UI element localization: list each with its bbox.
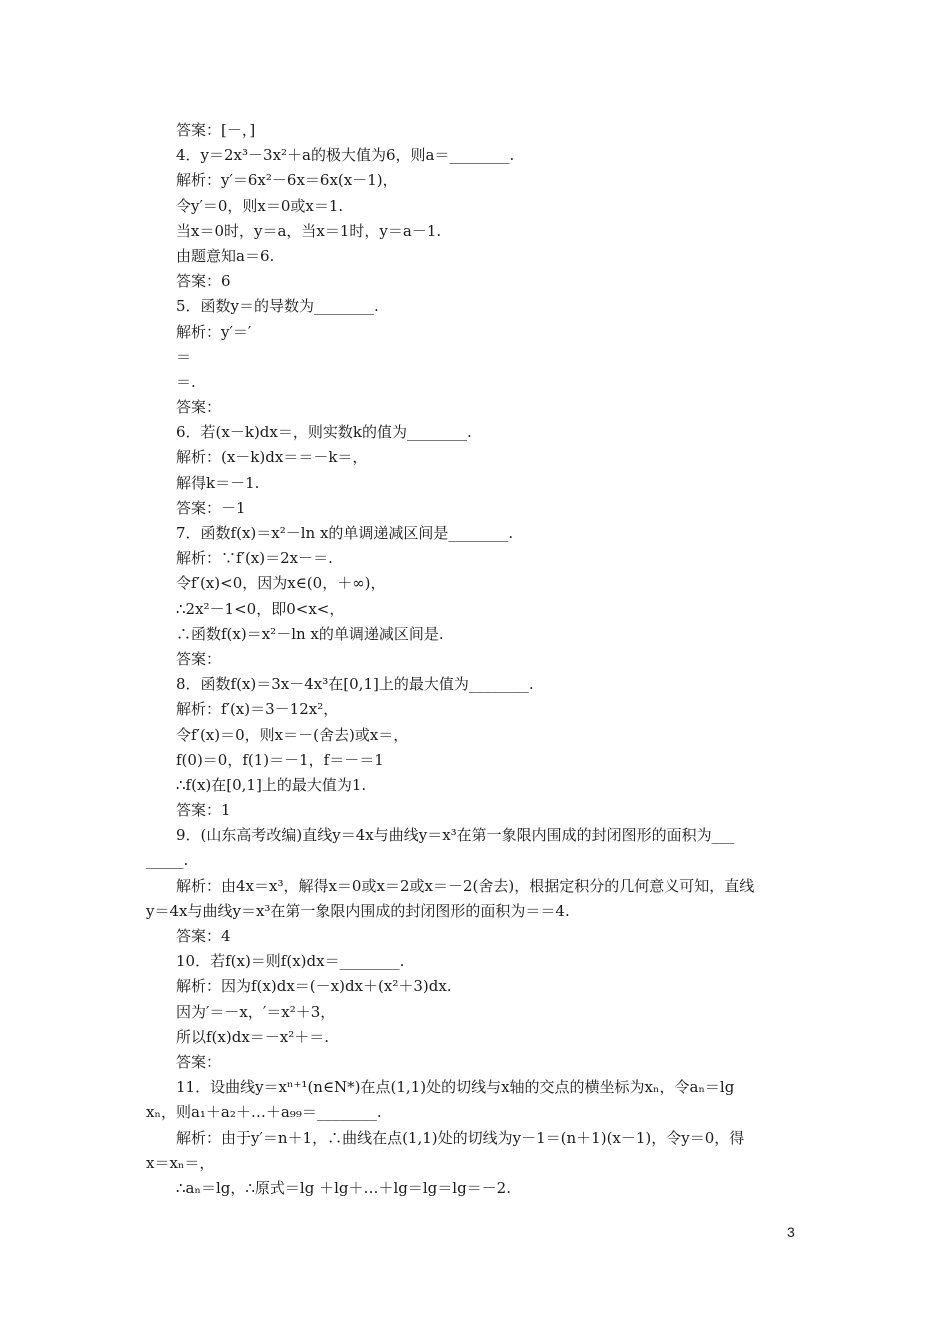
answer-line: 答案：6 (176, 272, 231, 291)
text-line: ＝. (176, 372, 196, 391)
answer-line: 答案： (176, 398, 222, 417)
text-line: 解得k＝－1. (176, 473, 260, 492)
text-line: 解析：f′(x)＝3－12x²， (176, 700, 339, 719)
question-9-continued: _____. (146, 851, 189, 870)
analysis-9-continued: y＝4x与曲线y＝x³在第一象限内围成的封闭图形的面积为＝＝4. (146, 901, 570, 920)
text-line: ＝ (176, 347, 192, 366)
answer-line: 答案： (176, 649, 222, 668)
question-8: 8．函数f(x)＝3x－4x³在[0,1]上的最大值为________. (176, 675, 534, 694)
answer-line: 答案：1 (176, 801, 231, 820)
text-line: f(0)＝0，f(1)＝－1，f＝－＝1 (176, 750, 384, 769)
answer-line: 答案： (176, 1052, 222, 1071)
page-number: 3 (787, 1224, 795, 1240)
question-5: 5．函数y＝的导数为________. (176, 297, 379, 316)
question-10: 10．若f(x)＝则f(x)dx＝________. (176, 952, 405, 971)
question-7: 7．函数f(x)＝x²－ln x的单调递减区间是________. (176, 524, 514, 542)
answer-line: 答案：－1 (176, 498, 246, 517)
text-line: 当x＝0时，y＝a，当x＝1时，y＝a－1. (176, 221, 442, 240)
text-line: ∴函数f(x)＝x²－ln x的单调递减区间是. (176, 624, 444, 643)
text-line: 令f′(x)<0，因为x∈(0，＋∞)， (176, 574, 386, 593)
text-line: 解析：∵f′(x)＝2x－＝. (176, 549, 333, 568)
text-line: 解析：(x－k)dx＝＝－k＝， (176, 448, 368, 467)
analysis-9: 解析：由4x＝x³，解得x＝0或x＝2或x＝－2(舍去)，根据定积分的几何意义可知，直线 (176, 876, 755, 895)
text-line: 解析：y′＝′ (176, 322, 252, 341)
text-line: 因为′＝－x，′＝x²＋3， (176, 1002, 336, 1021)
question-11-continued: xₙ，则a₁＋a₂＋…＋a₉₉＝________. (146, 1103, 382, 1122)
text-line: 令f′(x)＝0，则x＝－(舍去)或x＝， (176, 725, 409, 744)
question-6: 6．若(x－k)dx＝，则实数k的值为________. (176, 423, 472, 442)
text-line: 由题意知a＝6. (176, 246, 275, 265)
question-11: 11．设曲线y＝xⁿ⁺¹(n∈N*)在点(1,1)处的切线与x轴的交点的横坐标为xₙ，令aₙ＝lg (176, 1078, 735, 1097)
text-line: 令y′＝0，则x＝0或x＝1. (176, 196, 344, 215)
text-line: 所以f(x)dx＝－x²＋＝. (176, 1027, 330, 1046)
text-line: 解析：因为f(x)dx＝(－x)dx＋(x²＋3)dx. (176, 977, 452, 996)
text-line: 解析：y′＝6x²－6x＝6x(x－1)， (176, 171, 398, 190)
page-content (146, 118, 816, 1201)
answer-line: 答案：4 (176, 927, 231, 945)
text-line: ∴2x²－1<0，即0<x<， (176, 599, 345, 618)
analysis-11-continued: x＝xₙ＝， (146, 1153, 215, 1172)
text-line: ∴aₙ＝lg，∴原式＝lg ＋lg＋…＋lg＝lg＝lg＝－2. (176, 1178, 511, 1197)
text-line: 答案：[－，] (176, 121, 256, 139)
text-line: ∴f(x)在[0,1]上的最大值为1. (176, 775, 367, 794)
question-4: 4．y＝2x³－3x²＋a的极大值为6，则a＝________. (176, 146, 515, 165)
analysis-11: 解析：由于y′＝n＋1，∴曲线在点(1,1)处的切线为y－1＝(n＋1)(x－1)，令y＝0，得 (176, 1128, 745, 1147)
question-9: 9．(山东高考改编)直线y＝4x与曲线y＝x³在第一象限内围成的封闭图形的面积为___ (176, 826, 735, 845)
